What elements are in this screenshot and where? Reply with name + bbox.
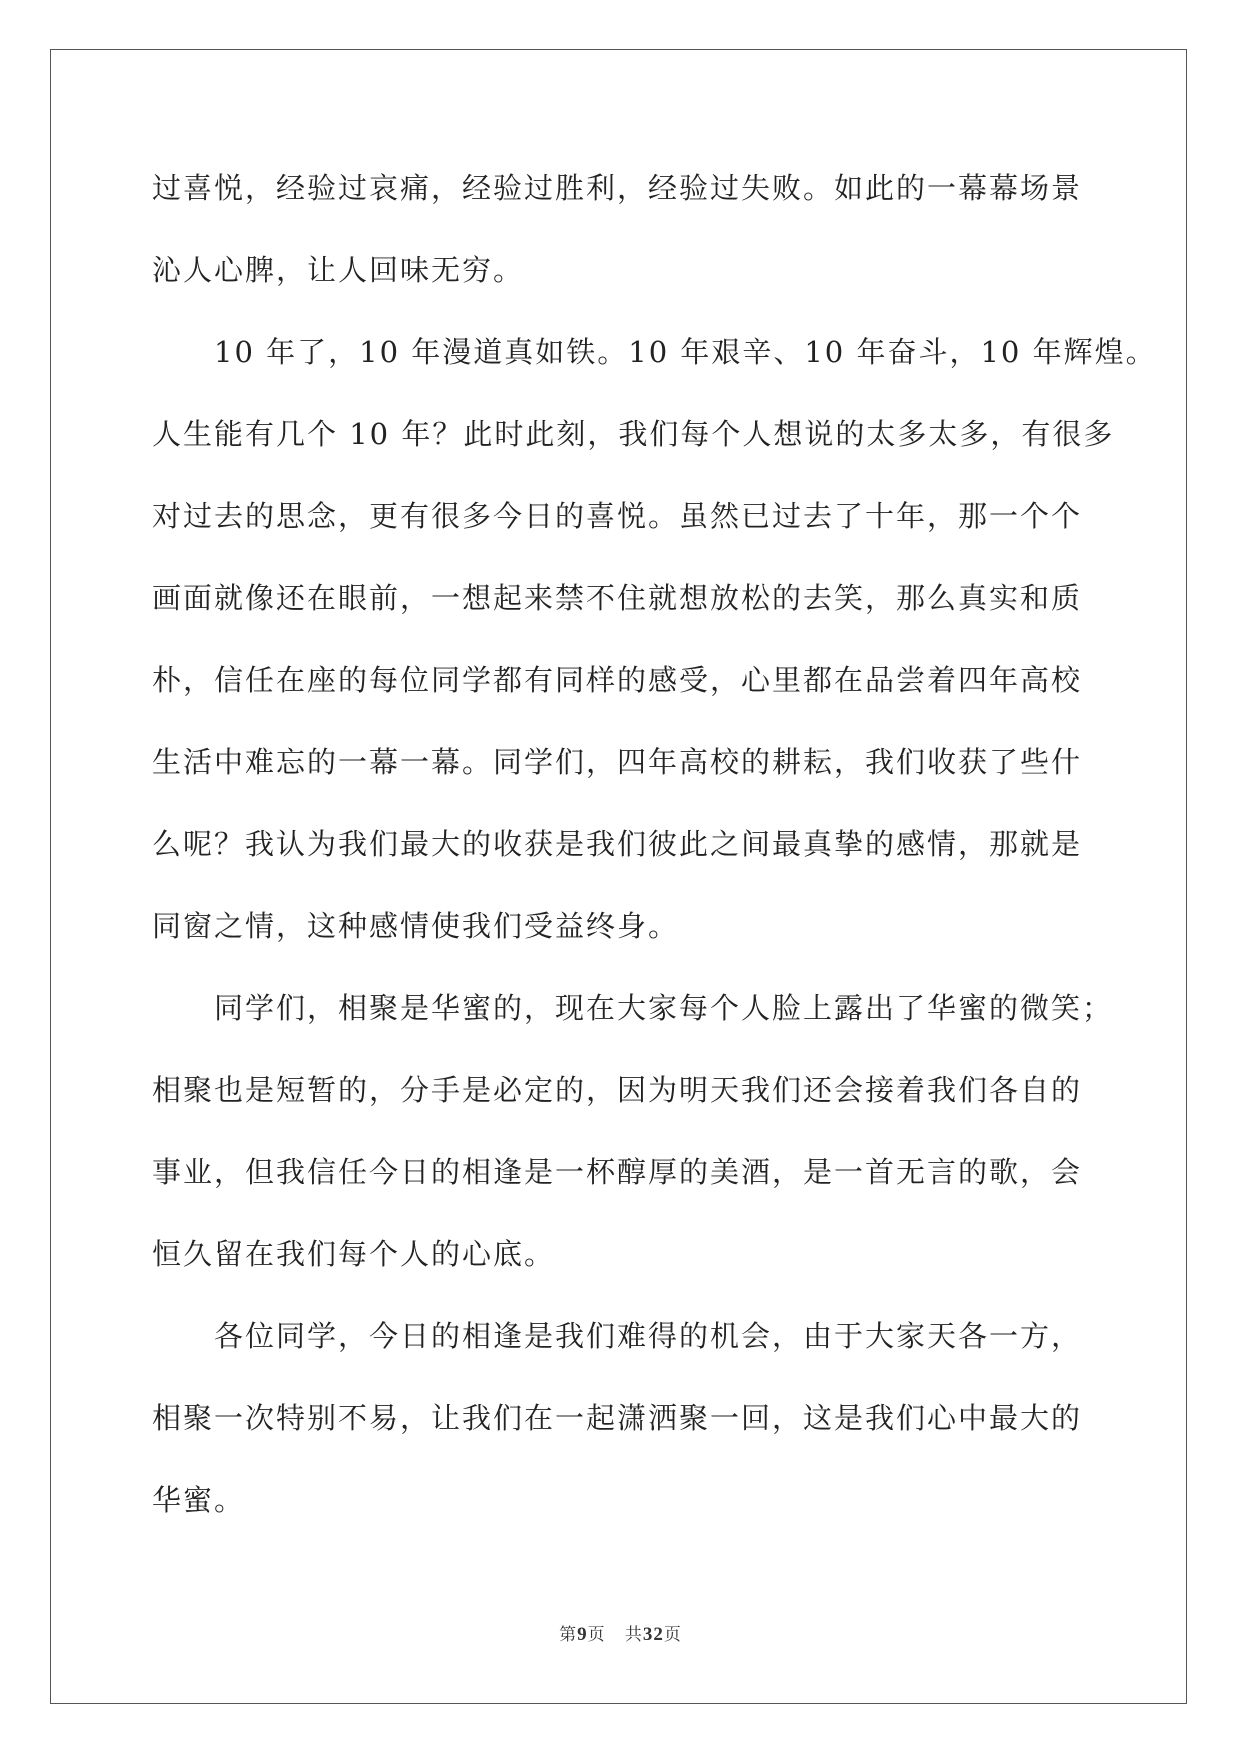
text-line: 华蜜。: [152, 1483, 246, 1517]
text-line: 对过去的思念，更有很多今日的喜悦。虽然已过去了十年，那一个个: [152, 499, 1083, 533]
page-prefix: 第: [559, 1625, 578, 1645]
text-line: 生活中难忘的一幕一幕。同学们，四年高校的耕耘，我们收获了些什: [152, 745, 1083, 779]
text-line: 恒久留在我们每个人的心底。: [152, 1237, 556, 1271]
total-prefix: 共: [624, 1625, 643, 1645]
total-pages: 32: [642, 1624, 664, 1645]
text-line: 同窗之情，这种感情使我们受益终身。: [152, 909, 680, 943]
paragraph-start-line: 各位同学，今日的相逢是我们难得的机会，由于大家天各一方，: [214, 1319, 1083, 1353]
page-footer: [0, 1620, 1241, 1646]
text-line: 朴，信任在座的每位同学都有同样的感受，心里都在品尝着四年高校: [152, 663, 1083, 697]
page-number: 9: [577, 1624, 588, 1645]
total-suffix: 页: [663, 1625, 682, 1645]
text-line: 事业，但我信任今日的相逢是一杯醇厚的美酒，是一首无言的歌，会: [152, 1155, 1083, 1189]
text-line: 相聚也是短暂的，分手是必定的，因为明天我们还会接着我们各自的: [152, 1073, 1083, 1107]
text-line: 过喜悦，经验过哀痛，经验过胜利，经验过失败。如此的一幕幕场景: [152, 171, 1083, 205]
text-line: 画面就像还在眼前，一想起来禁不住就想放松的去笑，那么真实和质: [152, 581, 1083, 615]
paragraph-start-line: 同学们，相聚是华蜜的，现在大家每个人脸上露出了华蜜的微笑；: [214, 991, 1114, 1025]
text-line: 沁人心脾，让人回味无穷。: [152, 253, 525, 287]
text-line: 么呢？我认为我们最大的收获是我们彼此之间最真挚的感情，那就是: [152, 827, 1083, 861]
text-line: 人生能有几个 10 年？此时此刻，我们每个人想说的太多太多，有很多: [152, 417, 1115, 451]
paragraph-start-line: 10 年了，10 年漫道真如铁。10 年艰辛、10 年奋斗，10 年辉煌。: [214, 335, 1157, 369]
page-border: [50, 49, 1187, 1704]
page-suffix: 页: [587, 1625, 606, 1645]
text-line: 相聚一次特别不易，让我们在一起潇洒聚一回，这是我们心中最大的: [152, 1401, 1083, 1435]
